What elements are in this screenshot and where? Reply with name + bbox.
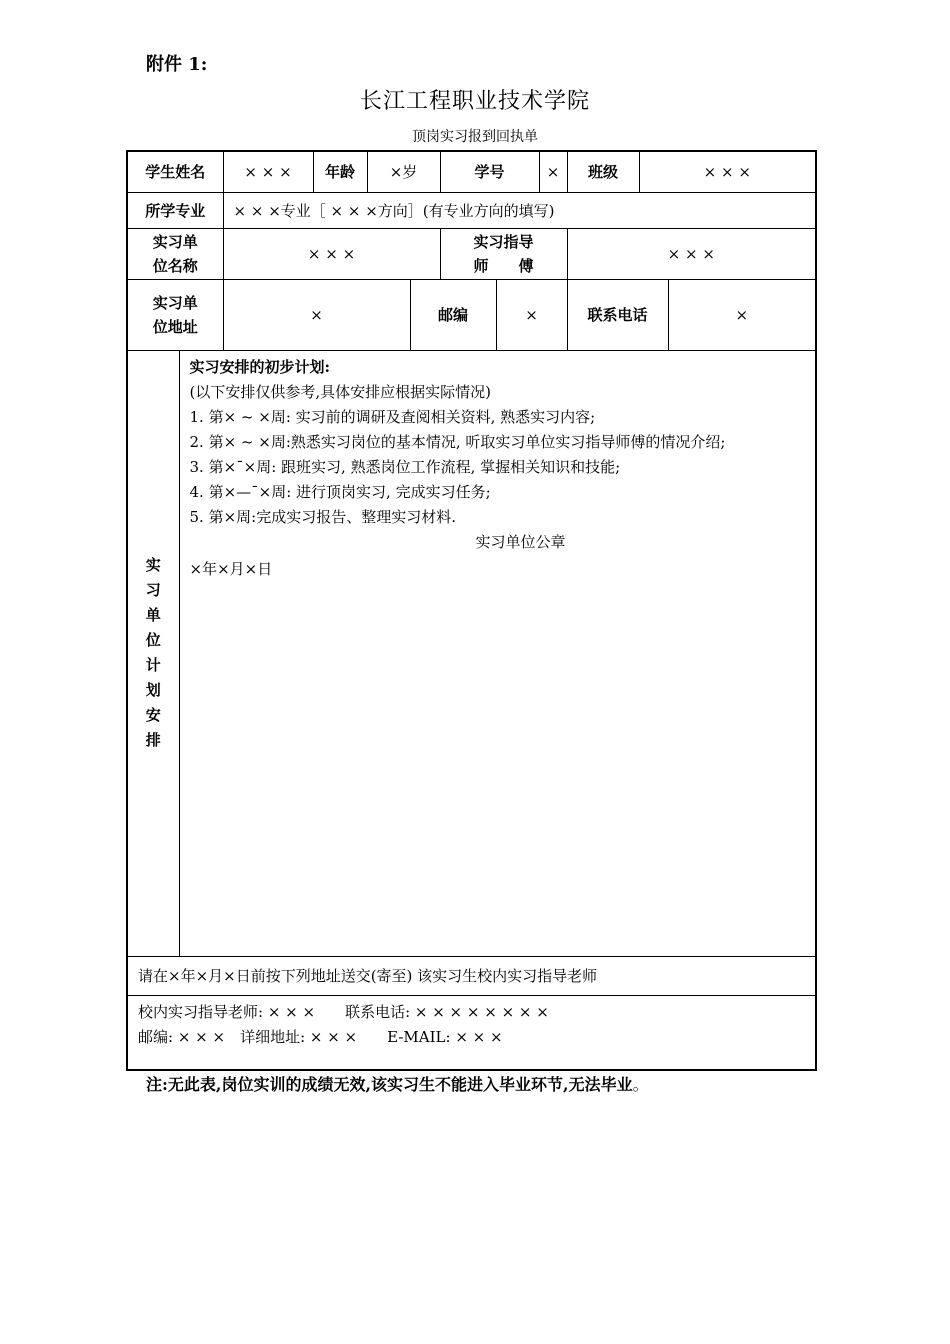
unit-name-value: × × × [223, 228, 440, 279]
plan-content [179, 350, 816, 956]
row-major [127, 192, 816, 228]
page-title: 长江工程职业技术学院 [359, 89, 590, 114]
age-label: 年龄 [313, 151, 367, 192]
plan-side-char: 排 [145, 731, 161, 749]
plan-side-char: 计 [145, 656, 161, 674]
row-plan [127, 350, 816, 956]
phone-label: 联系电话 [567, 279, 668, 350]
student-id-value: × [539, 151, 567, 192]
mentor-label-line2: 师 傅 [473, 256, 534, 275]
student-name-value: × × × [223, 151, 313, 192]
attachment-label: 附件 1: [146, 54, 208, 75]
plan-item: 1. 第× ~ ×周: 实习前的调研及查阅相关资料, 熟悉实习内容; [189, 407, 596, 426]
major-value: × × ×专业［ × × ×方向］(有专业方向的填写) [223, 192, 816, 228]
footnote-end: 。 [632, 1075, 649, 1094]
unit-name-label-line2: 位名称 [152, 256, 198, 275]
unit-seal-label: 实习单位公章 [475, 532, 566, 551]
major-label: 所学专业 [127, 192, 223, 228]
plan-side-label [127, 350, 179, 956]
row-contact [127, 995, 816, 1070]
plan-item: 4. 第×—¯×周: 进行顶岗实习, 完成实习任务; [189, 482, 491, 501]
unit-address-label-line1: 实习单 [152, 293, 198, 312]
row-unit [127, 228, 816, 279]
row-student-info [127, 151, 816, 192]
plan-note: (以下安排仅供参考,具体安排应根据实际情况) [189, 382, 491, 401]
row-notice [127, 956, 816, 995]
plan-side-char: 实 [145, 556, 161, 574]
student-name-label: 学生姓名 [127, 151, 223, 192]
row-address [127, 279, 816, 350]
plan-item: 5. 第×周:完成实习报告、整理实习材料. [189, 507, 456, 526]
footnote-text: 注:无此表,岗位实训的成绩无效,该实习生不能进入毕业环节,无法毕业 [146, 1075, 633, 1094]
plan-item: 3. 第×¯×周: 跟班实习, 熟悉岗位工作流程, 掌握相关知识和技能; [189, 457, 621, 476]
unit-name-label [127, 228, 223, 279]
plan-side-char: 安 [145, 706, 161, 724]
age-value: ×岁 [367, 151, 440, 192]
plan-item: 2. 第× ~ ×周:熟悉实习岗位的基本情况, 听取实习单位实习指导师傅的情况介绍; [189, 432, 726, 451]
receipt-form-table [126, 150, 817, 1071]
plan-heading: 实习安排的初步计划: [189, 357, 331, 376]
plan-side-char: 习 [145, 581, 161, 599]
student-id-label: 学号 [440, 151, 539, 192]
unit-address-value: × [223, 279, 410, 350]
class-value: × × × [639, 151, 816, 192]
class-label: 班级 [567, 151, 639, 192]
teacher-contact-line: 校内实习指导老师: × × × 联系电话: × × × × × × × × [138, 1002, 549, 1021]
teacher-address-line: 邮编: × × × 详细地址: × × × E-MAIL: × × × [138, 1027, 503, 1046]
form-subtitle: 顶岗实习报到回执单 [412, 129, 538, 145]
unit-address-label-line2: 位地址 [152, 317, 198, 336]
footnote [146, 1072, 649, 1095]
plan-date: ×年×月×日 [189, 559, 273, 578]
phone-value: × [668, 279, 816, 350]
unit-name-label-line1: 实习单 [152, 232, 198, 251]
submission-notice: 请在×年×月×日前按下列地址送交(寄至) 该实习生校内实习指导老师 [127, 956, 816, 995]
teacher-contact [127, 995, 816, 1070]
plan-side-char: 划 [145, 681, 161, 699]
mentor-label [440, 228, 567, 279]
mentor-value: × × × [567, 228, 816, 279]
mentor-label-line1: 实习指导 [473, 232, 534, 251]
zip-label: 邮编 [410, 279, 496, 350]
plan-side-char: 单 [145, 606, 161, 624]
plan-side-char: 位 [145, 631, 161, 649]
zip-value: × [496, 279, 567, 350]
unit-address-label [127, 279, 223, 350]
